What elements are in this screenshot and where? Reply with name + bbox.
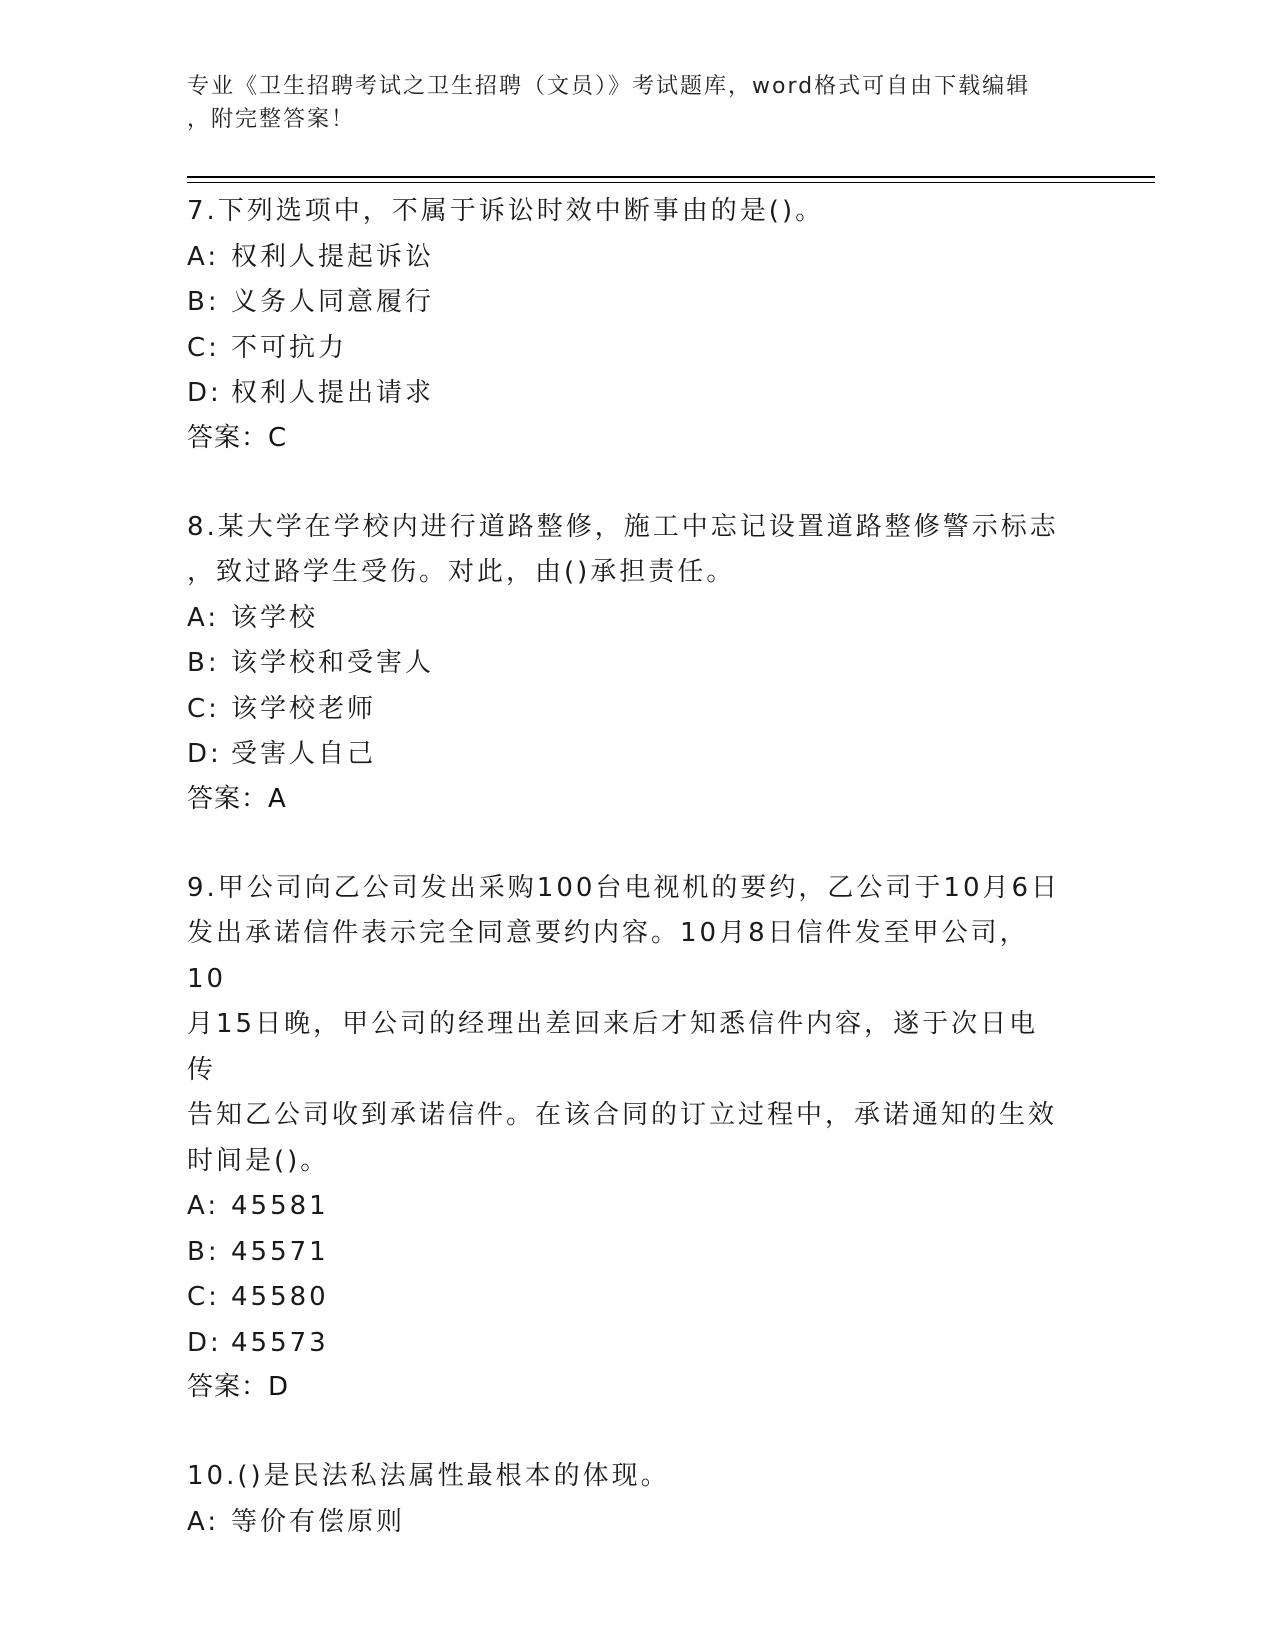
question-text: 10.()是民法私法属性最根本的体现。 xyxy=(187,1461,670,1491)
option-text: 等价有偿原则 xyxy=(231,1506,406,1537)
option-key: D: xyxy=(187,1327,222,1358)
option-key: B: xyxy=(187,287,220,317)
option-text: 45581 xyxy=(231,1191,329,1221)
option-text: 45580 xyxy=(231,1282,329,1312)
option-key: C: xyxy=(187,332,220,363)
answer: 答案：D xyxy=(187,1372,290,1402)
option-text: 权利人提起诉讼 xyxy=(231,241,435,272)
option-text: 不可抗力 xyxy=(231,332,348,363)
question-10 xyxy=(187,1454,1067,1545)
option-a xyxy=(187,596,1067,642)
question-text: 8.某大学在学校内进行道路整修，施工中忘记设置道路整修警示标志 xyxy=(187,511,1059,542)
question-text: ，致过路学生受伤。对此，由()承担责任。 xyxy=(187,557,736,587)
header-line-1: 专业《卫生招聘考试之卫生招聘（文员）》考试题库，word格式可自由下载编辑 xyxy=(187,74,1031,99)
option-key: A: xyxy=(187,602,220,633)
option-b xyxy=(187,280,1067,326)
question-text: 告知乙公司收到承诺信件。在该合同的订立过程中，承诺通知的生效 xyxy=(187,1100,1058,1130)
question-text: 时间是()。 xyxy=(187,1145,330,1176)
option-key: D: xyxy=(187,378,222,408)
question-text: 7.下列选项中，不属于诉讼时效中断事由的是()。 xyxy=(187,196,825,226)
option-d xyxy=(187,1321,1067,1367)
header-divider-thick xyxy=(187,176,1155,178)
option-key: A: xyxy=(187,1191,220,1221)
option-key: B: xyxy=(187,1236,220,1267)
option-c xyxy=(187,1275,1067,1321)
option-text: 45573 xyxy=(231,1327,329,1358)
option-text: 权利人提出请求 xyxy=(231,378,435,408)
question-text: 月15日晚，甲公司的经理出差回来后才知悉信件内容，遂于次日电传 xyxy=(187,1009,1039,1085)
option-d xyxy=(187,371,1067,417)
option-a xyxy=(187,1500,1067,1546)
option-key: D: xyxy=(187,739,222,769)
option-key: B: xyxy=(187,648,220,678)
question-text: 发出承诺信件表示完全同意要约内容。10月8日信件发至甲公司，10 xyxy=(187,918,1029,994)
option-text: 该学校老师 xyxy=(231,693,377,724)
option-b xyxy=(187,1230,1067,1276)
answer: 答案：C xyxy=(187,422,288,453)
document-header xyxy=(187,70,1067,136)
option-text: 45571 xyxy=(231,1236,329,1267)
question-8 xyxy=(187,505,1067,820)
question-list xyxy=(187,189,1067,1591)
option-key: A: xyxy=(187,1506,220,1537)
option-text: 受害人自己 xyxy=(231,739,377,769)
option-key: A: xyxy=(187,241,220,272)
option-d xyxy=(187,732,1067,778)
option-key: C: xyxy=(187,1282,220,1312)
option-c xyxy=(187,687,1067,733)
question-text: 9.甲公司向乙公司发出采购100台电视机的要约，乙公司于10月6日 xyxy=(187,872,1061,903)
option-c xyxy=(187,326,1067,372)
option-text: 该学校和受害人 xyxy=(231,648,435,678)
header-divider-thin xyxy=(187,182,1155,183)
option-b xyxy=(187,641,1067,687)
option-text: 义务人同意履行 xyxy=(231,287,435,317)
option-a xyxy=(187,235,1067,281)
question-7 xyxy=(187,189,1067,459)
option-text: 该学校 xyxy=(231,602,319,633)
header-line-2: ，附完整答案！ xyxy=(187,107,356,132)
question-9 xyxy=(187,866,1067,1409)
option-key: C: xyxy=(187,693,220,724)
option-a xyxy=(187,1184,1067,1230)
answer: 答案：A xyxy=(187,783,287,814)
